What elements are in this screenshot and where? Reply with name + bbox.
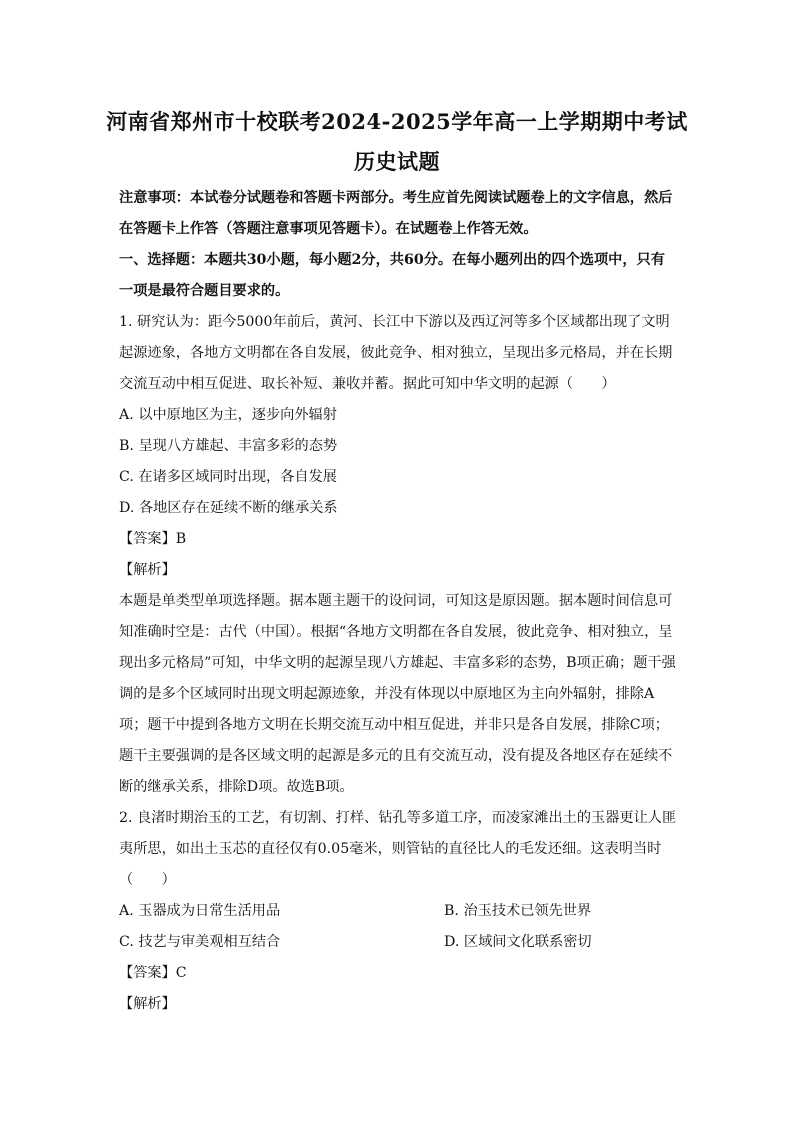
document-body (119, 183, 679, 1020)
question-2-option-b: B. 治玉技术已领先世界 (444, 903, 592, 919)
question-1-option-d: D. 各地区存在延续不断的继承关系 (119, 500, 338, 516)
question-1-analysis: 本题是单类型单项选择题。据本题主题干的设问词，可知这是原因题。据本题时间信息可知准确时空是：古代（中国）。根据“各地方文明都在各自发展，彼此竞争、相对独立，呈现出多元格局”可知，中华文明的起源呈现八方雄起、丰富多彩的态势，B项正确；题干强调的是多个区域同时出现文明起源迹象，并没有体现以中原地区为主向外辐射，排除A项；题干中提到各地方文明在长期交流互动中相互促进，并非只是各自发展，排除C项；题干主要强调的是各区域文明的起源是多元的且有交流互动，没有提及各地区存在延续不断的继承关系，排除D项。故选B项。 (119, 593, 676, 795)
question-1-option-c: C. 在诸多区域同时出现，各自发展 (119, 469, 337, 485)
notice-text: 本试卷分试题卷和答题卡两部分。考生应首先阅读试题卷上的文字信息，然后在答题卡上作答（答题注意事项见答题卡）。在试题卷上作答无效。 (119, 190, 673, 237)
page-subtitle: 历史试题 (354, 149, 440, 174)
question-1-option-b: B. 呈现八方雄起、丰富多彩的态势 (119, 438, 338, 454)
question-2-stem: 2. 良渚时期治玉的工艺，有切割、打样、钻孔等多道工序，而凌家滩出土的玉器更让人匪夷所思，如出土玉芯的直径仅有0.05毫米，则管钻的直径比人的毛发还细。这表明当时（ ） (119, 810, 677, 888)
question-2-option-d: D. 区域间文化联系密切 (444, 934, 592, 950)
question-2-options-row-2 (119, 927, 679, 958)
question-2-option-a: A. 玉器成为日常生活用品 (119, 903, 281, 919)
section-heading: 一、选择题：本题共30小题，每小题2分，共60分。在每小题列出的四个选项中，只有一项是最符合题目要求的。 (119, 252, 665, 299)
page-title: 河南省郑州市十校联考2024-2025学年高一上学期期中考试 (106, 109, 688, 134)
question-2-analysis-label: 【解析】 (119, 996, 176, 1012)
question-1-stem: 1. 研究认为：距今5000年前后，黄河、长江中下游以及西辽河等多个区域都出现了文明起源迹象，各地方文明都在各自发展，彼此竞争、相对独立，呈现出多元格局，并在长期交流互动中相互促进、取长补短、兼收并蓄。据此可知中华文明的起源（ ） (119, 314, 673, 392)
question-1-answer: 【答案】B (119, 531, 187, 547)
notice-label: 注意事项： (119, 190, 190, 206)
question-2-option-c: C. 技艺与审美观相互结合 (119, 934, 281, 950)
question-2-options-row-1 (119, 896, 679, 927)
notice-paragraph (119, 183, 679, 245)
question-1-analysis-label: 【解析】 (119, 562, 176, 578)
question-2-answer: 【答案】C (119, 965, 187, 981)
question-1-option-a: A. 以中原地区为主，逐步向外辐射 (119, 407, 337, 423)
